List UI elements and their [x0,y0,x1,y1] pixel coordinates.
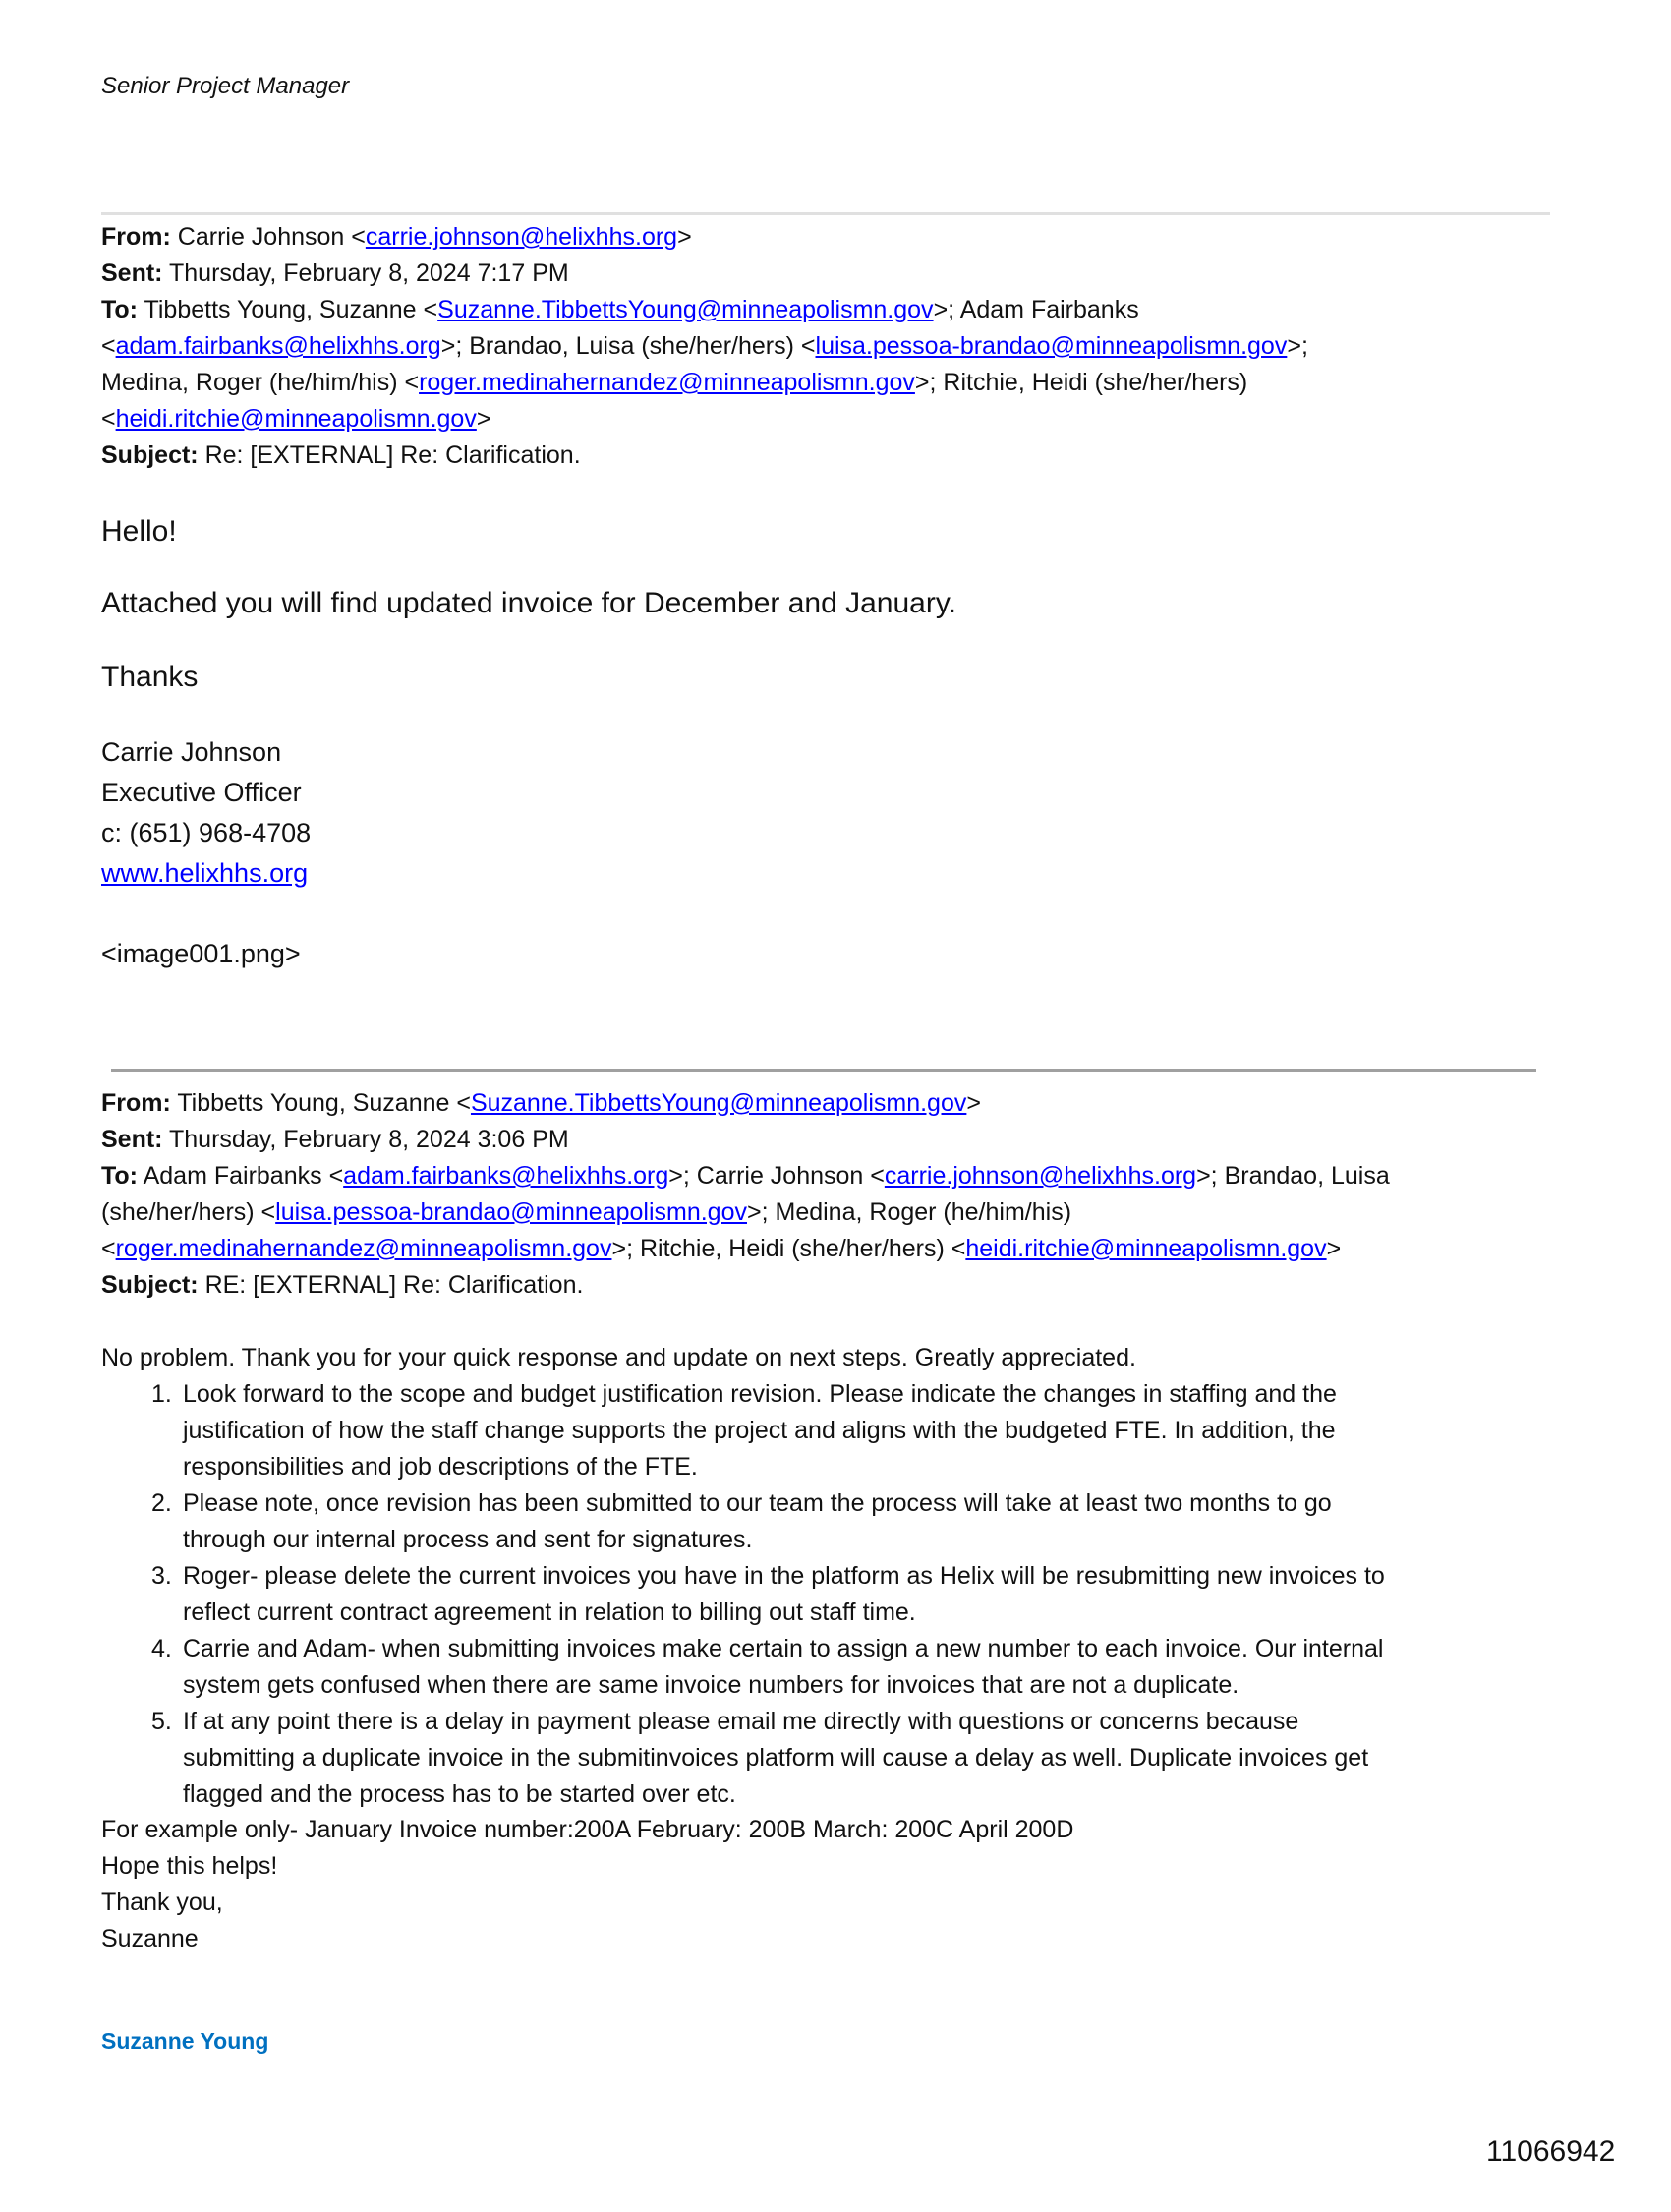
body-line: Attached you will find updated invoice for December and January. [101,587,956,619]
list-item-line: system gets confused when there are same invoice numbers for invoices that are not a duplicate. [183,1671,1239,1699]
body-line: Thanks [101,661,199,693]
recipient-name: Adam Fairbanks [143,1162,322,1190]
signature-image-placeholder: <image001.png> [101,939,301,968]
email-link[interactable]: roger.medinahernandez@minneapolismn.gov [115,1235,612,1262]
closing-line: Thank you, [101,1889,223,1916]
list-item-line: Carrie and Adam- when submitting invoices make certain to assign a new number to each invoice. Our internal [183,1635,1384,1662]
body-line: Hello! [101,515,177,548]
signature-name: Carrie Johnson [101,737,282,767]
sent-date: Thursday, February 8, 2024 7:17 PM [169,260,569,287]
to-label: To: [101,296,139,323]
recipient-name: Tibbetts Young, Suzanne [144,296,417,323]
list-number: 5. [151,1708,172,1735]
email1-sent [101,256,569,292]
list-item-line: Roger- please delete the current invoices you have in the platform as Helix will be resubmitting new invoices to [183,1562,1385,1590]
list-item-line: submitting a duplicate invoice in the submitinvoices platform will cause a delay as well. Duplicate invoices get [183,1744,1369,1772]
email-link[interactable]: carrie.johnson@helixhhs.org [884,1162,1197,1190]
email-link[interactable]: heidi.ritchie@minneapolismn.gov [965,1235,1327,1262]
recipient-name: Adam Fairbanks [959,296,1139,323]
body-intro: No problem. Thank you for your quick response and update on next steps. Greatly appreciated. [101,1344,1136,1371]
subject-text: RE: [EXTERNAL] Re: Clarification. [204,1271,584,1299]
from-name: Carrie Johnson [177,223,345,251]
list-item-line: flagged and the process has to be started over etc. [183,1780,736,1808]
sender-title: Senior Project Manager [101,73,350,99]
email1-to: To: Tibbetts Young, Suzanne <Suzanne.TibbettsYoung@minneapolismn.gov>; Adam Fairbanks [101,296,1139,323]
list-number: 1. [151,1380,172,1408]
list-number: 2. [151,1489,172,1517]
recipient-name: Carrie Johnson [696,1162,864,1190]
email2-from: From: Tibbetts Young, Suzanne <Suzanne.TibbettsYoung@minneapolismn.gov> [101,1089,981,1117]
subject-text: Re: [EXTERNAL] Re: Clarification. [204,441,581,469]
list-number: 3. [151,1562,172,1590]
from-label: From: [101,223,171,251]
email1-to-cont: <heidi.ritchie@minneapolismn.gov> [101,405,491,433]
list-item-line: Look forward to the scope and budget justification revision. Please indicate the changes in staffing and the [183,1380,1337,1408]
closing-line: Suzanne [101,1925,199,1952]
divider [101,212,1550,215]
from-label: From: [101,1089,171,1117]
page-number: 11066942 [1486,2135,1616,2168]
email1-to-cont: Medina, Roger (he/him/his) <roger.medinahernandez@minneapolismn.gov>; Ritchie, Heidi (she/her/hers) [101,369,1248,396]
sent-date: Thursday, February 8, 2024 3:06 PM [169,1126,569,1153]
email1-subject [101,437,581,474]
email-link[interactable]: Suzanne.TibbettsYoung@minneapolismn.gov [470,1089,967,1117]
email-link[interactable]: luisa.pessoa-brandao@minneapolismn.gov [815,332,1288,360]
recipient-name: Ritchie, Heidi (she/her/hers) [943,369,1248,396]
from-name: Tibbetts Young, Suzanne [177,1089,450,1117]
list-item-line: Please note, once revision has been submitted to our team the process will take at least two months to go [183,1489,1332,1517]
closing-line: For example only- January Invoice number:200A February: 200B March: 200C April 200D [101,1816,1074,1843]
email-link[interactable]: Suzanne.TibbettsYoung@minneapolismn.gov [437,296,934,323]
email-link[interactable]: heidi.ritchie@minneapolismn.gov [115,405,477,433]
divider [111,1069,1536,1072]
signature-website-link[interactable]: www.helixhhs.org [101,858,309,888]
list-item-line: If at any point there is a delay in payment please email me directly with questions or concerns because [183,1708,1299,1735]
recipient-name: Ritchie, Heidi (she/her/hers) [639,1235,945,1262]
signature-title: Executive Officer [101,778,302,807]
list-item-line: responsibilities and job descriptions of the FTE. [183,1453,698,1481]
list-item-line: justification of how the staff change supports the project and aligns with the budgeted FTE. In addition, the [183,1417,1336,1444]
email-link[interactable]: roger.medinahernandez@minneapolismn.gov [419,369,915,396]
email-link[interactable]: luisa.pessoa-brandao@minneapolismn.gov [275,1198,747,1226]
email2-sent [101,1122,569,1158]
email-link[interactable]: adam.fairbanks@helixhhs.org [115,332,441,360]
recipient-name: Brandao, Luisa (she/her/hers) [469,332,794,360]
email2-to: To: Adam Fairbanks <adam.fairbanks@helixhhs.org>; Carrie Johnson <carrie.johnson@helixhhs.org>; Brandao, Luisa [101,1162,1390,1190]
signature-name: Suzanne Young [101,2028,269,2054]
email1-to-cont: <adam.fairbanks@helixhhs.org>; Brandao, Luisa (she/her/hers) <luisa.pessoa-brandao@minneapolismn.gov>; [101,332,1308,360]
recipient-name: Medina, Roger (he/him/his) [101,369,398,396]
email2-to-cont: <roger.medinahernandez@minneapolismn.gov>; Ritchie, Heidi (she/her/hers) <heidi.ritchie@minneapolismn.gov> [101,1235,1342,1262]
email2-subject [101,1267,583,1304]
subject-label: Subject: [101,1271,199,1299]
closing-line: Hope this helps! [101,1852,278,1880]
email-link[interactable]: adam.fairbanks@helixhhs.org [343,1162,669,1190]
list-number: 4. [151,1635,172,1662]
sent-label: Sent: [101,260,163,287]
to-label: To: [101,1162,139,1190]
recipient-name: Medina, Roger (he/him/his) [775,1198,1072,1226]
sent-label: Sent: [101,1126,163,1153]
signature-phone: c: (651) 968-4708 [101,818,312,847]
email1-from: From: Carrie Johnson <carrie.johnson@helixhhs.org> [101,223,692,251]
list-item-line: through our internal process and sent for signatures. [183,1526,753,1553]
subject-label: Subject: [101,441,199,469]
list-item-line: reflect current contract agreement in relation to billing out staff time. [183,1599,916,1626]
email2-to-cont: (she/her/hers) <luisa.pessoa-brandao@minneapolismn.gov>; Medina, Roger (he/him/his) [101,1198,1072,1226]
email-link[interactable]: carrie.johnson@helixhhs.org [365,223,678,251]
